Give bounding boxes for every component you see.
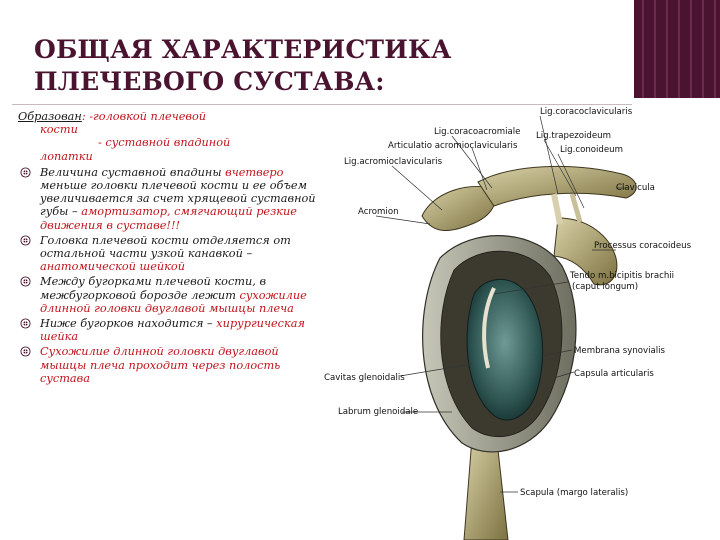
bullet-3-highlight: сухожилие длинной головки двуглавой мышцы плеча [40, 288, 307, 315]
list-item [18, 275, 323, 315]
label-lig-acromioclavicularis: Lig.acromioclavicularis [344, 157, 443, 167]
list-item [18, 166, 323, 232]
bullet-2-highlight: анатомической шейкой [40, 260, 186, 274]
slide-title-line-2: ПЛЕЧЕВОГО СУСТАВА: [34, 67, 385, 96]
decorative-corner-bar [634, 0, 720, 98]
circled-bullet-icon [20, 167, 31, 178]
label-scapula-margo-lateralis: Scapula (margo lateralis) [520, 488, 629, 498]
list-item [18, 345, 323, 385]
circled-bullet-icon [20, 346, 31, 357]
label-lig-coracoclavicularis: Lig.coracoclavicularis [540, 107, 633, 117]
bullet-list [18, 166, 323, 385]
label-lig-trapezoideum: Lig.trapezoideum [536, 131, 611, 141]
slide-title-line-1: ОБЩАЯ ХАРАКТЕРИСТИКА [34, 35, 452, 64]
slide-title [34, 34, 634, 98]
label-processus-coracoideus: Processus coracoideus [594, 241, 692, 251]
label-membrana-synovialis: Membrana synovialis [574, 346, 666, 356]
label-clavicula: Clavicula [616, 183, 655, 193]
label-lig-coracoacromiale: Lig.coracoacromiale [434, 127, 521, 137]
circled-bullet-icon [20, 235, 31, 246]
bullet-1-text: Величина суставной впадины [40, 165, 226, 179]
scapula-shape [464, 438, 508, 540]
bullet-3-text: Между бугорками плечевой кости, в межбугорковой борозде лежит [40, 275, 267, 302]
formed-line-2: кости [40, 123, 78, 137]
formed-line-3: - суставной впадиной [98, 136, 231, 150]
shoulder-joint-illustration [322, 98, 720, 540]
bullet-1-highlight: вчетверо [225, 165, 284, 179]
bullet-4-text: Ниже бугорков находится – [40, 317, 217, 331]
formed-label: Образован [18, 110, 82, 123]
list-item [18, 234, 323, 274]
label-capsula-articularis: Capsula articularis [574, 369, 654, 379]
bullet-1-highlight-2: амортизатор, смягчающий резкие движения в суставе!!! [40, 205, 297, 232]
formed-line-1: : -головкой плечевой [81, 110, 207, 123]
label-tendo-biceps-line-2: (caput longum) [572, 282, 639, 292]
label-labrum-glenoidale: Labrum glenoidale [338, 407, 419, 417]
text-column [18, 110, 323, 387]
bullet-5-text: Сухожилие длинной головки двуглавой мышцы плеча проходит через полость сустава [40, 345, 281, 385]
formed-by-paragraph [18, 110, 323, 163]
list-item [18, 317, 323, 343]
label-articulatio-acromioclavicularis: Articulatio acromioclavicularis [388, 141, 518, 151]
label-cavitas-glenoidalis: Cavitas glenoidalis [324, 373, 405, 383]
label-lig-conoideum: Lig.conoideum [560, 145, 623, 155]
bullet-1-text-2: меньше головки плечевой кости и ее объем увеличивается за счет хрящевой суставной губы – [40, 179, 316, 219]
label-acromion: Acromion [358, 207, 399, 217]
bullet-2-text: Головка плечевой кости отделяется от остальной части узкой канавкой – [40, 233, 291, 261]
bullet-4-highlight: хирургическая шейка [40, 317, 305, 344]
label-tendo-biceps-line-1: Tendo m.bicipitis brachii [570, 271, 675, 281]
circled-bullet-icon [20, 318, 31, 329]
acromion-shape [422, 186, 495, 230]
formed-line-4: лопатки [40, 149, 93, 163]
circled-bullet-icon [20, 276, 31, 287]
